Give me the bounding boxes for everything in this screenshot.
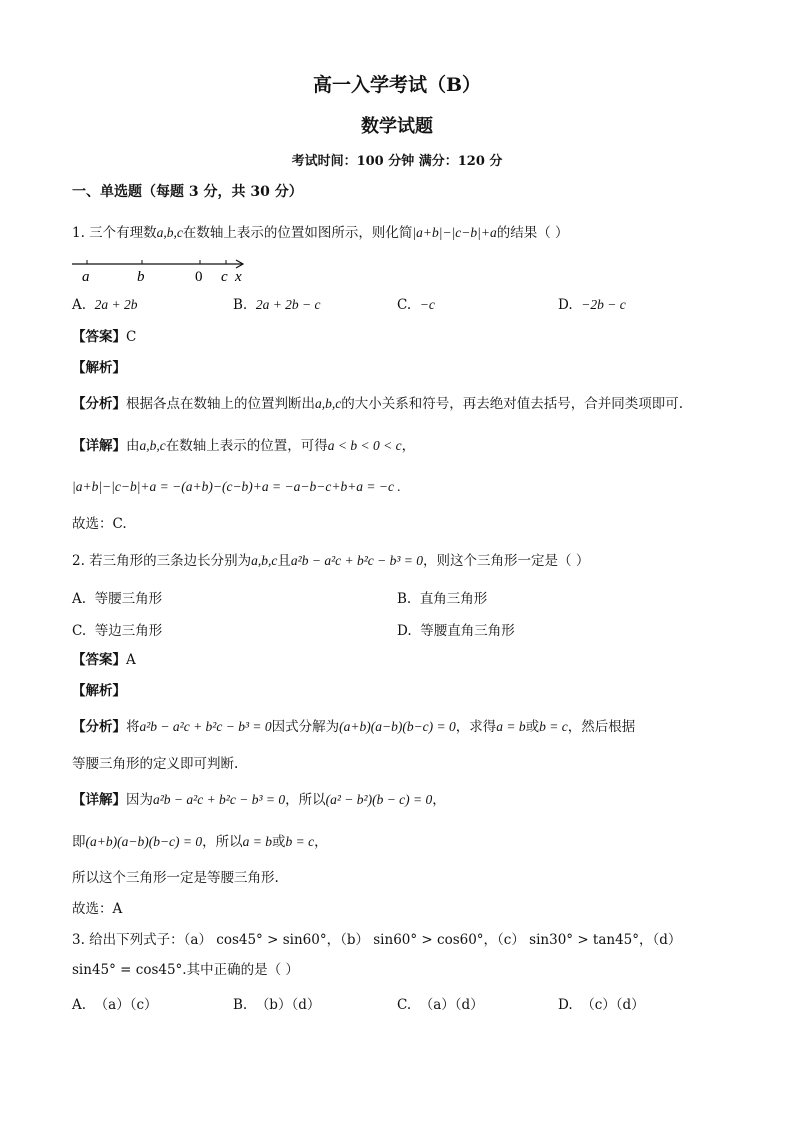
jiexi-tag: 【解析】 — [72, 360, 126, 376]
q1-analysis — [72, 394, 683, 414]
option-label: C. — [397, 297, 412, 313]
q2-analysis-line2: 等腰三角形的定义即可判断. — [72, 756, 239, 772]
q2-analysis — [72, 717, 635, 737]
q1-stem-a: 1. 三个有理数 — [72, 225, 157, 241]
label-0: 0 — [195, 269, 203, 285]
ji-text-b: ，所以 — [202, 834, 243, 850]
xiangjie-text-c: ， — [432, 792, 446, 808]
xiangjie-text-b: 在数轴上表示的位置，可得 — [165, 438, 328, 454]
option-text: −2b − c — [581, 297, 626, 312]
q3-option-b[interactable] — [233, 993, 320, 1013]
option-label: C. — [397, 997, 412, 1013]
option-text: （a）（c） — [94, 997, 158, 1013]
q3-stem-line2: sin45° = cos45°.其中正确的是（ ） — [72, 962, 299, 978]
answer-tag: 【答案】 — [72, 652, 126, 668]
number-line-figure — [70, 255, 260, 285]
q1-stem-c: 的结果（ ） — [496, 225, 569, 241]
q1-answer — [72, 327, 136, 347]
q2-option-a[interactable] — [72, 587, 162, 607]
option-text: （b）（d） — [255, 997, 321, 1013]
answer-tag: 【答案】 — [72, 329, 126, 345]
q3-option-d[interactable] — [558, 993, 645, 1013]
q2-jiexi — [72, 681, 126, 701]
q2-option-d[interactable] — [397, 619, 515, 639]
xiangjie-inequality: a < b < 0 < c — [327, 438, 402, 453]
xiangjie-tag: 【详解】 — [72, 792, 126, 808]
label-c: c — [221, 269, 228, 285]
fenxi-text-a: 根据各点在数轴上的位置判断出 — [126, 396, 315, 412]
q3-option-a[interactable] — [72, 993, 158, 1013]
option-label: A. — [72, 997, 87, 1013]
fenxi-text-d: ，然后根据 — [567, 719, 636, 735]
equation-text: |a+b|−|c−b|+a = −(a+b)−(c−b)+a = −a−b−c+b+a = −c . — [72, 479, 401, 494]
q2-option-c[interactable] — [72, 619, 162, 639]
option-text: −c — [419, 297, 435, 312]
xiangjie-text-a: 由 — [126, 438, 140, 454]
option-text: 2a + 2b — [94, 297, 138, 312]
fenxi-tag: 【分析】 — [72, 396, 126, 412]
q2-choice: 故选：A — [72, 901, 123, 917]
fenxi-eq: a²b − a²c + b²c − b³ = 0 — [139, 719, 272, 734]
fenxi-text-b: 因式分解为 — [271, 719, 340, 735]
q1-choice: 故选：C. — [72, 516, 127, 532]
q1-stem-expr: |a+b|−|c−b|+a — [412, 225, 497, 240]
q2-stem-c: ，则这个三角形一定是（ ） — [423, 553, 590, 569]
ji-r1: a = b — [242, 834, 273, 849]
xiangjie-vars: a,b,c — [139, 438, 166, 453]
option-label: D. — [558, 297, 573, 313]
option-text: 直角三角形 — [419, 591, 488, 607]
section-heading: 一、单选题（每题 3 分，共 30 分） — [72, 184, 303, 200]
q1-stem-vars: a,b,c — [156, 225, 183, 240]
xiangjie-text-c: ， — [401, 438, 416, 454]
q3-option-c[interactable] — [397, 993, 484, 1013]
q2-detail-line2 — [72, 832, 328, 852]
q1-option-a[interactable] — [72, 297, 138, 313]
q2-stem-eq: a²b − a²c + b²c − b³ = 0 — [290, 553, 424, 568]
fenxi-or: 或 — [525, 719, 540, 735]
option-label: D. — [397, 623, 412, 639]
exam-meta: 考试时间：100 分钟 满分：120 分 — [291, 154, 503, 169]
option-text: （a）（d） — [419, 997, 484, 1013]
option-text: 等腰三角形 — [94, 591, 163, 607]
ji-eq: (a+b)(a−b)(b−c) = 0 — [85, 834, 203, 849]
fenxi-r2: b = c — [539, 719, 568, 734]
fenxi-text-a: 将 — [126, 719, 140, 735]
label-b: b — [137, 269, 145, 285]
q1-equation — [72, 477, 401, 497]
xiangjie-tag: 【详解】 — [72, 438, 126, 454]
fenxi-tag: 【分析】 — [72, 719, 126, 735]
xiangjie-text-b: ，所以 — [285, 792, 326, 808]
fenxi-eq2: (a+b)(a−b)(b−c) = 0 — [339, 719, 456, 734]
option-label: B. — [233, 297, 248, 313]
answer-value: C — [126, 329, 137, 345]
option-label: D. — [558, 997, 573, 1013]
exam-subtitle: 数学试题 — [361, 116, 433, 137]
option-text: 2a + 2b − c — [255, 297, 321, 312]
option-label: C. — [72, 623, 87, 639]
fenxi-text-b: 的大小关系和符号，再去绝对值去括号，合并同类项即可. — [341, 396, 684, 412]
q2-stem-b: 且 — [277, 553, 291, 569]
ji-r2: b = c — [285, 834, 315, 849]
fenxi-text-c: ，求得 — [455, 719, 497, 735]
q3-stem-line1: 3. 给出下列式子：（a） cos45° > sin60°，（b） sin60° > cos60°，（c） sin30° > tan45°，（d） — [72, 932, 682, 948]
option-label: B. — [233, 997, 248, 1013]
exam-title: 高一入学考试（B） — [312, 74, 482, 96]
jiexi-tag: 【解析】 — [72, 683, 126, 699]
ji-text-c: ， — [314, 834, 328, 850]
label-a: a — [82, 269, 90, 285]
q2-detail — [72, 790, 446, 810]
q2-stem-vars: a,b,c — [251, 553, 278, 568]
xiangjie-eq: a²b − a²c + b²c − b³ = 0 — [153, 792, 286, 807]
q2-answer — [72, 650, 136, 670]
xiangjie-eq2: (a² − b²)(b − c) = 0 — [325, 792, 433, 807]
q2-option-b[interactable] — [397, 587, 487, 607]
q1-detail — [72, 436, 415, 456]
option-label: B. — [397, 591, 412, 607]
fenxi-r1: a = b — [496, 719, 526, 734]
option-label: A. — [72, 591, 87, 607]
q1-option-c[interactable] — [397, 297, 435, 313]
ji-text-a: 即 — [72, 834, 86, 850]
q1-jiexi — [72, 358, 126, 378]
ji-or: 或 — [272, 834, 286, 850]
option-text: 等腰直角三角形 — [420, 623, 515, 639]
q1-stem — [72, 223, 569, 243]
option-text: （c）（d） — [581, 997, 645, 1013]
option-text: 等边三角形 — [94, 623, 163, 639]
q2-stem — [72, 551, 589, 571]
q2-conclusion: 所以这个三角形一定是等腰三角形. — [72, 870, 279, 886]
q1-option-b[interactable] — [233, 297, 321, 313]
answer-value: A — [126, 652, 136, 668]
label-x: x — [235, 269, 242, 285]
q2-stem-a: 2. 若三角形的三条边长分别为 — [72, 553, 252, 569]
q1-option-d[interactable] — [558, 297, 626, 313]
fenxi-vars: a,b,c — [315, 396, 342, 411]
q1-stem-b: 在数轴上表示的位置如图所示，则化简 — [182, 225, 413, 241]
xiangjie-text-a: 因为 — [126, 792, 153, 808]
option-label: A. — [72, 297, 87, 313]
